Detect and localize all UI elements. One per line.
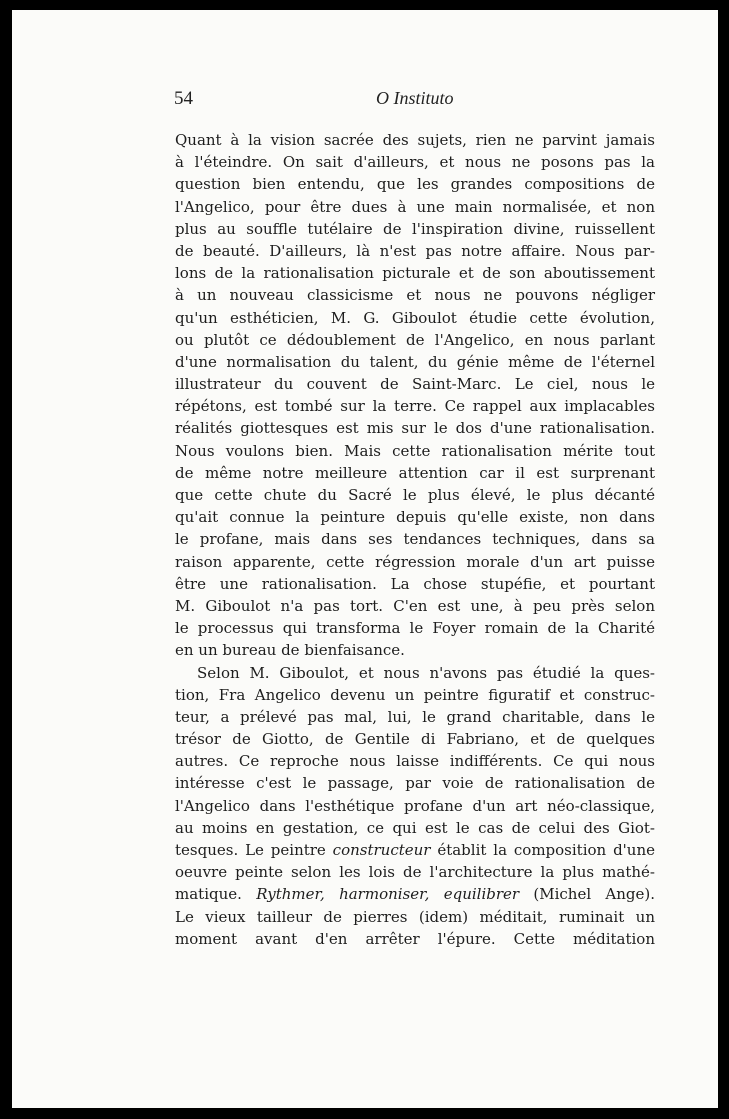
paragraph-1 xyxy=(175,129,655,662)
text-line: à l'éteindre. On sait d'ailleurs, et nous ne posons pas la xyxy=(175,153,655,172)
text-line: Selon M. Giboulot, et nous n'avons pas étudié la ques- xyxy=(197,663,655,682)
text-run: établit la composition d'une xyxy=(430,841,655,859)
emphasis: constructeur xyxy=(332,841,431,859)
text-line: raison apparente, cette régression morale d'un art puisse xyxy=(175,552,655,571)
text-line: en un bureau de bienfaisance. xyxy=(175,641,405,660)
text-run: matique. xyxy=(175,885,257,904)
text-line: le processus qui transforma le Foyer romain de la Charité xyxy=(175,619,655,638)
text-line: Quant à la vision sacrée des sujets, rien ne parvint jamais xyxy=(175,131,655,149)
text-line: M. Giboulot n'a pas tort. C'en est une, à peu près selon xyxy=(175,596,655,615)
page-number: 54 xyxy=(174,88,193,109)
text-line: à un nouveau classicisme et nous ne pouvons négliger xyxy=(175,286,655,305)
text-line: que cette chute du Sacré le plus élevé, le plus décanté xyxy=(175,486,655,504)
text-line xyxy=(175,883,655,905)
text-line: intéresse c'est le passage, par voie de rationalisation de xyxy=(175,774,655,793)
text-line: être une rationalisation. La chose stupéfie, et pourtant xyxy=(175,574,655,593)
text-line: le profane, mais dans ses tendances techniques, dans sa xyxy=(175,530,655,549)
text-line: trésor de Giotto, de Gentile di Fabriano, et de quelques xyxy=(175,730,655,749)
text-line: qu'un esthéticien, M. G. Giboulot étudie cette évolution, xyxy=(175,308,655,327)
text-line: Nous voulons bien. Mais cette rationalisation mérite tout xyxy=(175,441,655,460)
text-run: tesques. Le peintre xyxy=(175,841,333,859)
text-line: d'une normalisation du talent, du génie même de l'éternel xyxy=(175,352,655,371)
text-line: teur, a prélevé pas mal, lui, le grand charitable, dans le xyxy=(175,707,655,726)
text-line: réalités giottesques est mis sur le dos d'une rationalisation. xyxy=(175,419,655,438)
text-line: plus au souffle tutélaire de l'inspiration divine, ruissellent xyxy=(175,219,655,238)
text-line: Le vieux tailleur de pierres (idem) méditait, ruminait un xyxy=(175,907,655,926)
text-line: qu'ait connue la peinture depuis qu'elle existe, non dans xyxy=(175,508,655,527)
text-line: de beauté. D'ailleurs, là n'est pas notre affaire. Nous par- xyxy=(175,241,655,260)
emphasis: Rythmer, harmoniser, equilibrer xyxy=(256,885,520,904)
text-line: répétons, est tombé sur la terre. Ce rappel aux implacables xyxy=(175,397,655,416)
text-line: ou plutôt ce dédoublement de l'Angelico, en nous parlant xyxy=(175,330,655,349)
text-line: moment avant d'en arrêter l'épure. Cette méditation xyxy=(175,929,655,948)
running-title: O Instituto xyxy=(376,88,454,108)
text-line: tion, Fra Angelico devenu un peintre figuratif et construc- xyxy=(175,685,655,704)
page-header xyxy=(174,88,654,118)
text-line: question bien entendu, que les grandes compositions de xyxy=(175,175,655,194)
text-line: de même notre meilleure attention car il est surprenant xyxy=(175,463,655,482)
text-line: l'Angelico, pour être dues à une main normalisée, et non xyxy=(175,197,655,216)
text-line: au moins en gestation, ce qui est le cas de celui des Giot- xyxy=(175,818,655,837)
text-run: (Michel Ange). xyxy=(519,885,656,904)
body-text xyxy=(175,129,655,950)
text-line: lons de la rationalisation picturale et de son aboutissement xyxy=(175,264,655,283)
page xyxy=(12,10,718,1108)
text-line: autres. Ce reproche nous laisse indifférents. Ce qui nous xyxy=(175,752,655,771)
text-line: l'Angelico dans l'esthétique profane d'un art néo-classique, xyxy=(175,796,655,815)
text-line: oeuvre peinte selon les lois de l'architecture la plus mathé- xyxy=(175,863,655,882)
text-line xyxy=(175,839,655,861)
paragraph-2 xyxy=(175,662,655,950)
text-line: illustrateur du couvent de Saint-Marc. Le ciel, nous le xyxy=(175,375,655,394)
